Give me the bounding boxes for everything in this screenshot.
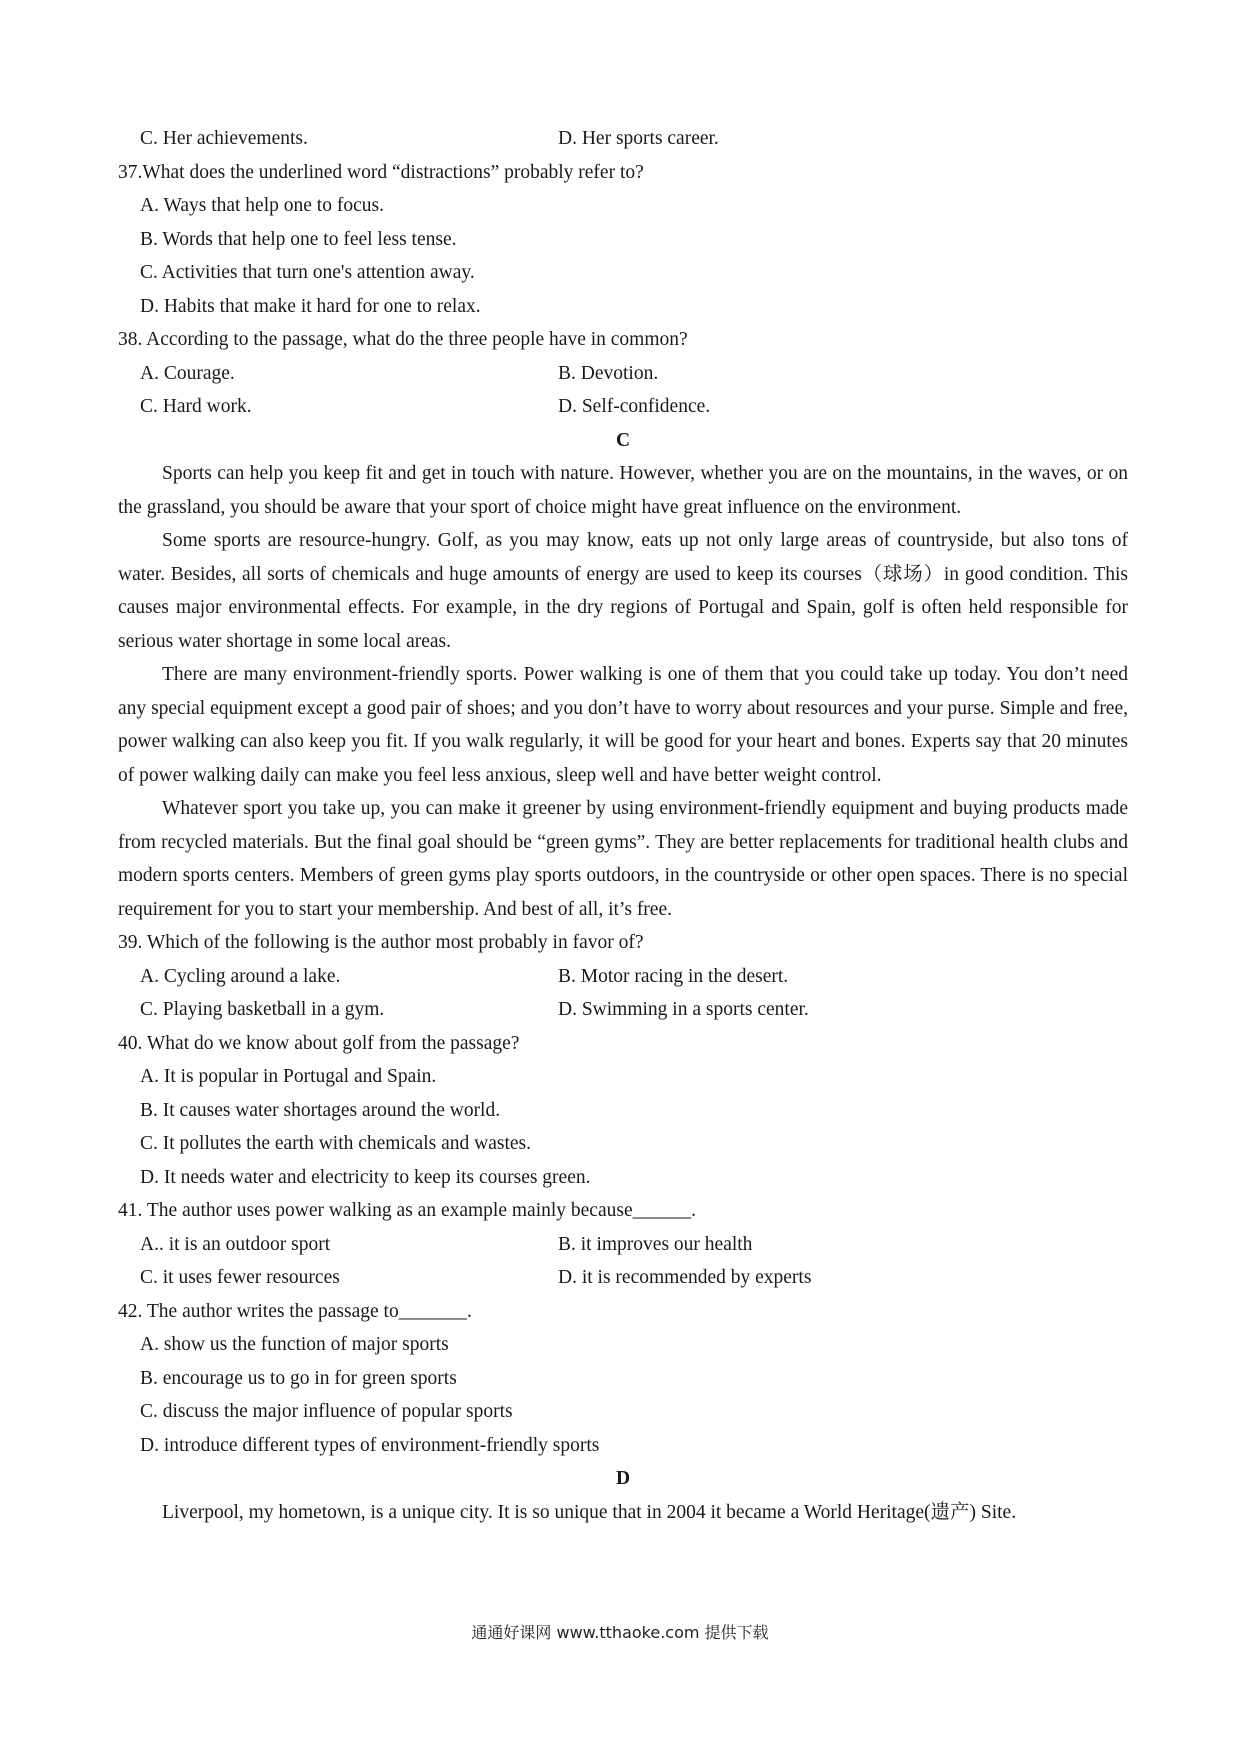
section-d-heading: D: [615, 1468, 631, 1489]
q41-option-b: B. it improves our health: [558, 1233, 753, 1255]
q38-option-c: C. Hard work.: [140, 396, 252, 417]
q41-options-row-2: [118, 1261, 1128, 1295]
section-c-paragraph-2: Some sports are resource-hungry. Golf, as you may know, eats up not only large areas of countryside, but also tons of water. Besides, all sorts of chemicals and huge amounts of energy are used to keep its courses（球场）in good condition. This causes major environmental effects. For example, in the dry regions of Portugal and Spain, golf is often held responsible for serious water shortage in some local areas.: [118, 530, 1128, 652]
section-c-heading: C: [615, 429, 631, 451]
q36-option-c: C. Her achievements.: [140, 128, 308, 149]
q37-option-b: B. Words that help one to feel less tense.: [140, 228, 457, 250]
q38-options-row-2: [118, 390, 1128, 424]
q38-option-b: B. Devotion.: [558, 362, 659, 384]
q40-option-c: C. It pollutes the earth with chemicals and wastes.: [140, 1133, 531, 1154]
q38-options-row-1: [118, 357, 1128, 391]
q41-stem: 41. The author uses power walking as an example mainly because______.: [118, 1200, 696, 1221]
q36-options-row: [118, 122, 1128, 156]
q40-option-d: D. It needs water and electricity to keep its courses green.: [140, 1166, 591, 1188]
q40-stem: 40. What do we know about golf from the passage?: [118, 1032, 520, 1054]
q42-option-d: D. introduce different types of environment-friendly sports: [140, 1434, 600, 1456]
section-d-paragraph-1: Liverpool, my hometown, is a unique city. It is so unique that in 2004 it became a World Heritage(遗产) Site.: [162, 1501, 1017, 1523]
exam-page: [118, 122, 1128, 1529]
q38-option-d: D. Self-confidence.: [558, 396, 711, 417]
q39-option-d: D. Swimming in a sports center.: [558, 999, 809, 1020]
q40-option-b: B. It causes water shortages around the world.: [140, 1099, 501, 1121]
q38-stem: 38. According to the passage, what do the three people have in common?: [118, 329, 688, 350]
q39-options-row-1: [118, 960, 1128, 994]
q41-option-a: A.. it is an outdoor sport: [140, 1233, 331, 1255]
q42-option-a: A. show us the function of major sports: [140, 1334, 449, 1355]
q40-option-a: A. It is popular in Portugal and Spain.: [140, 1066, 437, 1087]
q41-options-row-1: [118, 1228, 1128, 1262]
q37-option-c: C. Activities that turn one's attention away.: [140, 262, 475, 283]
q39-options-row-2: [118, 993, 1128, 1027]
q39-option-b: B. Motor racing in the desert.: [558, 965, 789, 987]
q36-option-d: D. Her sports career.: [558, 128, 719, 149]
page-footer: 通通好课网 www.tthaoke.com 提供下载: [471, 1623, 769, 1642]
section-c-paragraph-4: Whatever sport you take up, you can make it greener by using environment-friendly equipment and buying products made from recycled materials. But the final goal should be “green gyms”. They are better replacements for traditional health clubs and modern sports centers. Members of green gyms play sports outdoors, in the countryside or other open spaces. There is no special requirement for you to start your membership. And best of all, it’s free.: [118, 798, 1128, 920]
section-c-paragraph-1: Sports can help you keep fit and get in touch with nature. However, whether you are on the mountains, in the waves, or on the grassland, you should be aware that your sport of choice might have great influence on the environment.: [118, 463, 1128, 518]
q39-stem: 39. Which of the following is the author most probably in favor of?: [118, 932, 644, 953]
q41-option-c: C. it uses fewer resources: [140, 1267, 340, 1288]
q39-option-a: A. Cycling around a lake.: [140, 965, 341, 987]
q41-option-d: D. it is recommended by experts: [558, 1267, 812, 1288]
q39-option-c: C. Playing basketball in a gym.: [140, 999, 385, 1020]
q37-stem: 37.What does the underlined word “distractions” probably refer to?: [118, 161, 644, 183]
q42-option-b: B. encourage us to go in for green sports: [140, 1367, 457, 1389]
q37-option-d: D. Habits that make it hard for one to relax.: [140, 295, 481, 317]
q42-option-c: C. discuss the major influence of popular sports: [140, 1401, 513, 1422]
section-c-paragraph-3: There are many environment-friendly sports. Power walking is one of them that you could take up today. You don’t need any special equipment except a good pair of shoes; and you don’t have to worry about resources and your purse. Simple and free, power walking can also keep you fit. If you walk regularly, it will be good for your heart and bones. Experts say that 20 minutes of power walking daily can make you feel less anxious, sleep well and have better weight control.: [118, 664, 1128, 786]
q38-option-a: A. Courage.: [140, 362, 235, 384]
q37-option-a: A. Ways that help one to focus.: [140, 195, 384, 216]
q42-stem: 42. The author writes the passage to_______.: [118, 1300, 472, 1322]
